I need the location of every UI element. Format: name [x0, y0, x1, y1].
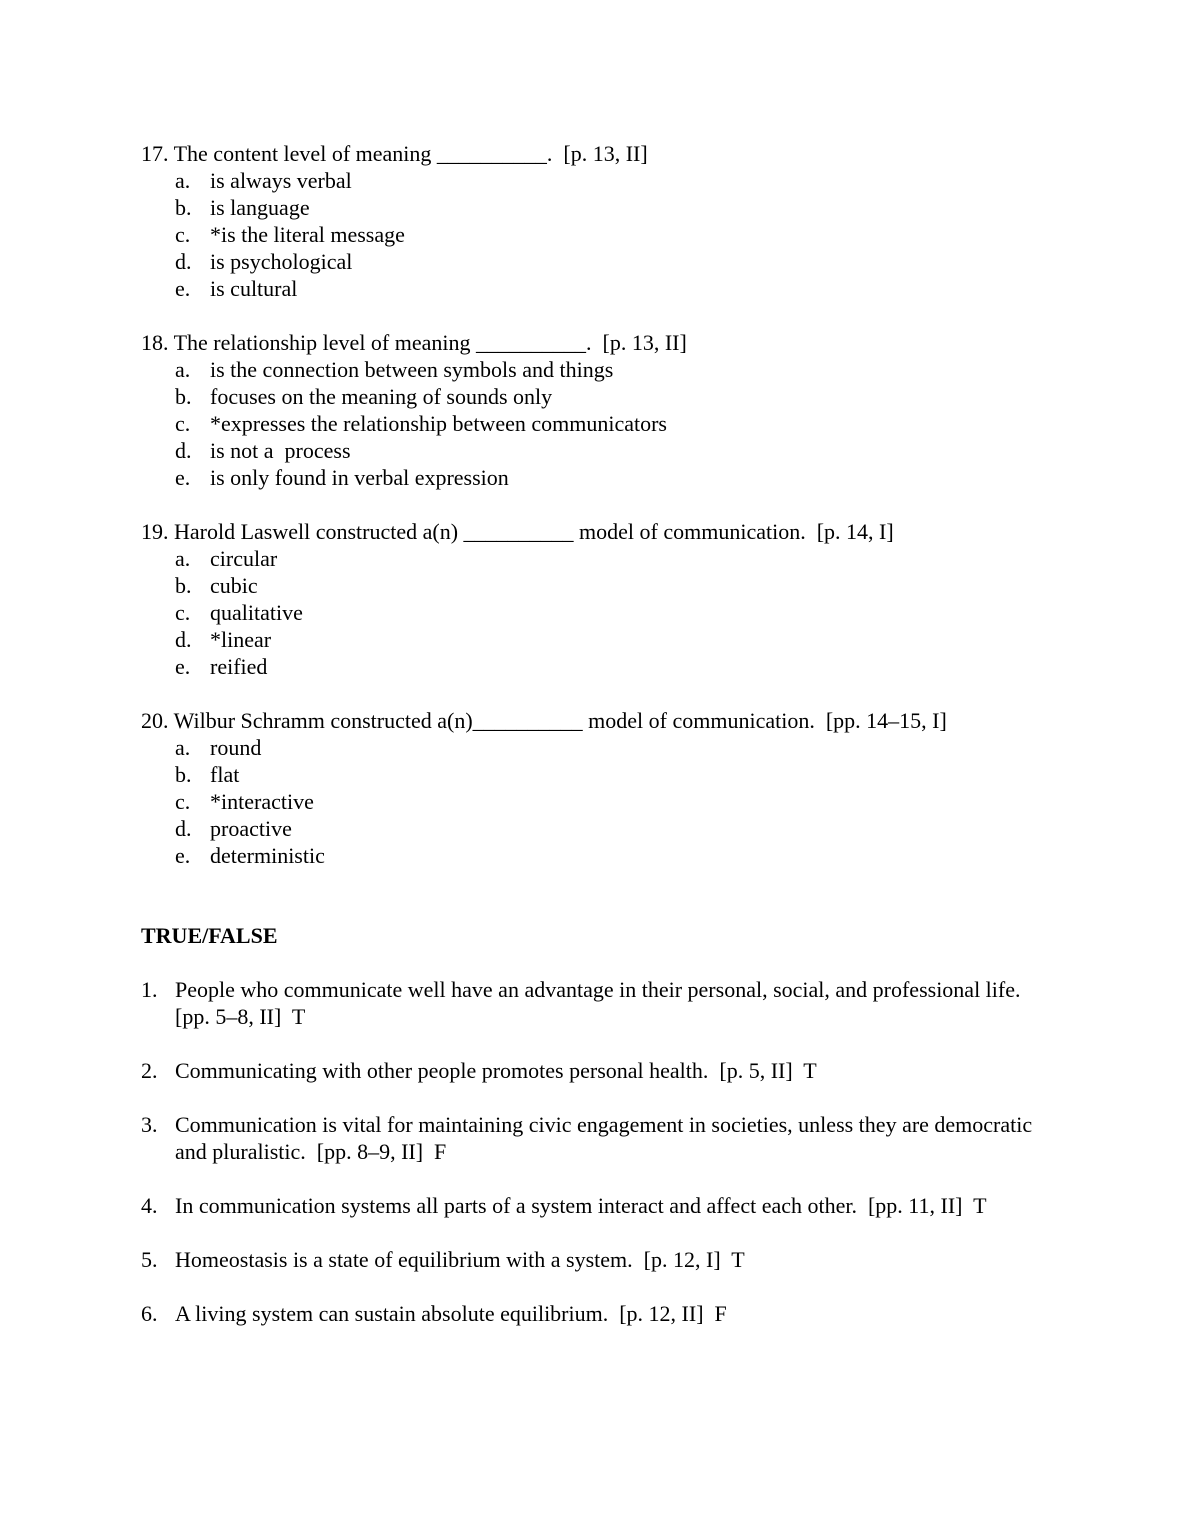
answer-choices [141, 167, 1061, 302]
question-17 [141, 140, 1061, 302]
item-number: 5. [141, 1247, 158, 1272]
answer-choice [141, 248, 1061, 275]
answer-choice [141, 464, 1061, 491]
question-stem: 20. Wilbur Schramm constructed a(n)__________ model of communication. [pp. 14–15, I] [141, 708, 947, 733]
choice-text: is the connection between symbols and things [210, 357, 614, 382]
item-number: 2. [141, 1058, 158, 1083]
item-number: 3. [141, 1112, 158, 1137]
item-text: In communication systems all parts of a system interact and affect each other. [pp. 11, II] T [175, 1193, 987, 1218]
choice-letter: d. [175, 249, 192, 274]
choice-text: *expresses the relationship between communicators [210, 411, 667, 436]
item-text: People who communicate well have an advantage in their personal, social, and professional life. [pp. 5–8, II] T [175, 977, 1032, 1029]
answer-choice [141, 410, 1061, 437]
choice-letter: a. [175, 735, 191, 760]
answer-choice [141, 599, 1061, 626]
answer-choice [141, 842, 1061, 869]
choice-text: is always verbal [210, 168, 352, 193]
answer-choice [141, 167, 1061, 194]
answer-choice [141, 437, 1061, 464]
choice-text: is not a process [210, 438, 351, 463]
choice-letter: b. [175, 573, 192, 598]
choice-text: *is the literal message [210, 222, 405, 247]
true-false-heading: TRUE/FALSE [141, 923, 278, 948]
item-text: Homeostasis is a state of equilibrium with a system. [p. 12, I] T [175, 1247, 745, 1272]
item-number: 6. [141, 1301, 158, 1326]
true-false-item [141, 1057, 1061, 1084]
choice-letter: e. [175, 276, 191, 301]
choice-letter: e. [175, 465, 191, 490]
choice-text: deterministic [210, 843, 325, 868]
answer-choice [141, 221, 1061, 248]
choice-letter: b. [175, 384, 192, 409]
choice-text: is cultural [210, 276, 298, 301]
choice-letter: b. [175, 762, 192, 787]
choice-letter: c. [175, 222, 191, 247]
true-false-item [141, 1246, 1061, 1273]
choice-text: is psychological [210, 249, 353, 274]
question-stem: 19. Harold Laswell constructed a(n) __________ model of communication. [p. 14, I] [141, 519, 894, 544]
choice-text: focuses on the meaning of sounds only [210, 384, 553, 409]
choice-text: flat [210, 762, 240, 787]
item-text: A living system can sustain absolute equilibrium. [p. 12, II] F [175, 1301, 727, 1326]
item-text: Communication is vital for maintaining civic engagement in societies, unless they are democratic and pluralistic. [pp. 8–9, II] F [175, 1112, 1038, 1164]
answer-choice [141, 383, 1061, 410]
choice-letter: a. [175, 168, 191, 193]
choice-text: proactive [210, 816, 292, 841]
answer-choices [141, 734, 1061, 869]
choice-letter: d. [175, 438, 192, 463]
choice-text: qualitative [210, 600, 303, 625]
true-false-item [141, 1111, 1061, 1165]
question-stem: 17. The content level of meaning __________. [p. 13, II] [141, 141, 648, 166]
answer-choice [141, 194, 1061, 221]
question-19 [141, 518, 1061, 680]
choice-letter: e. [175, 843, 191, 868]
answer-choice [141, 545, 1061, 572]
choice-text: cubic [210, 573, 258, 598]
choice-text: *interactive [210, 789, 314, 814]
question-stem: 18. The relationship level of meaning __________. [p. 13, II] [141, 330, 687, 355]
choice-letter: a. [175, 546, 191, 571]
answer-choice [141, 761, 1061, 788]
choice-text: *linear [210, 627, 272, 652]
answer-choices [141, 545, 1061, 680]
answer-choice [141, 275, 1061, 302]
answer-choice [141, 626, 1061, 653]
choice-letter: d. [175, 627, 192, 652]
choice-letter: d. [175, 816, 192, 841]
choice-text: is only found in verbal expression [210, 465, 509, 490]
answer-choices [141, 356, 1061, 491]
choice-text: circular [210, 546, 278, 571]
choice-letter: a. [175, 357, 191, 382]
answer-choice [141, 356, 1061, 383]
answer-choice [141, 653, 1061, 680]
choice-text: is language [210, 195, 310, 220]
document-page [141, 140, 1061, 1354]
true-false-item [141, 1192, 1061, 1219]
choice-letter: c. [175, 600, 191, 625]
choice-letter: c. [175, 411, 191, 436]
answer-choice [141, 788, 1061, 815]
answer-choice [141, 734, 1061, 761]
answer-choice [141, 815, 1061, 842]
choice-letter: b. [175, 195, 192, 220]
choice-letter: c. [175, 789, 191, 814]
item-text: Communicating with other people promotes personal health. [p. 5, II] T [175, 1058, 817, 1083]
item-number: 4. [141, 1193, 158, 1218]
choice-text: reified [210, 654, 268, 679]
question-20 [141, 707, 1061, 869]
answer-choice [141, 572, 1061, 599]
question-18 [141, 329, 1061, 491]
choice-letter: e. [175, 654, 191, 679]
true-false-item [141, 1300, 1061, 1327]
true-false-item [141, 976, 1061, 1030]
item-number: 1. [141, 977, 158, 1002]
choice-text: round [210, 735, 262, 760]
